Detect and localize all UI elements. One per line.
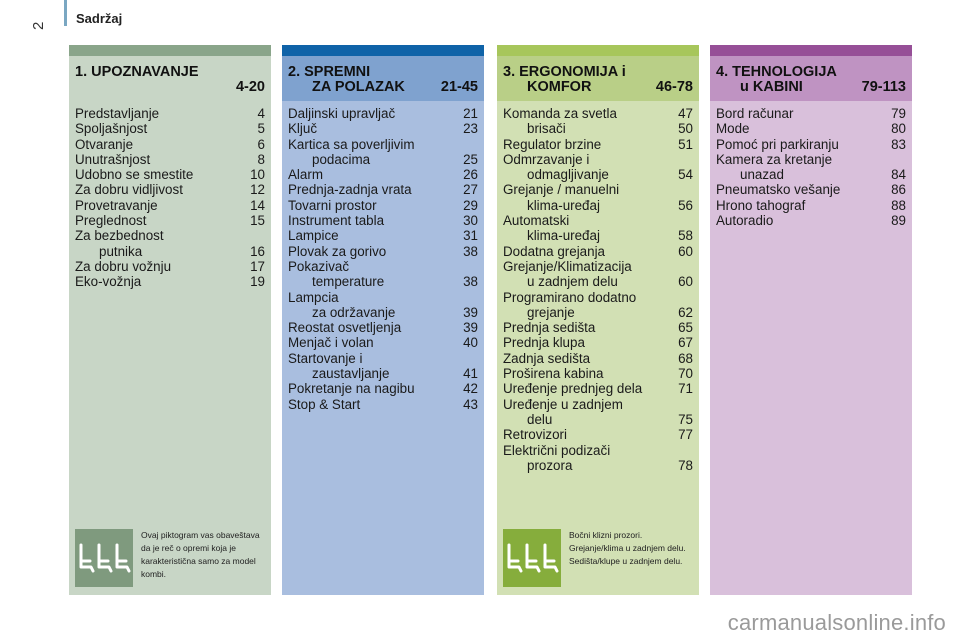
toc-entry-page: 17 [250,258,265,274]
toc-entry-page: 43 [463,396,478,412]
toc-entry-page: 54 [678,167,693,183]
toc-entry-label: Automatski klima-uređaj [503,213,600,244]
toc-entry-label: Programirano dodatno grejanje [503,289,637,320]
section-3 [497,45,699,595]
toc-entry-page: 4 [257,106,265,121]
toc-entry-page: 58 [678,228,693,244]
toc-entry-label: Zadnja sedišta [503,350,591,366]
toc-entry-page: 23 [463,121,478,137]
toc-entry[interactable] [503,397,693,428]
section-body [282,101,484,595]
section-subtitle: ZA POLAZAK [312,79,405,95]
toc-entry-page: 40 [463,335,478,351]
section-title: 3. ERGONOMIJA i [503,64,626,80]
section-color-strip [497,45,699,56]
section-header[interactable] [282,56,484,101]
toc-entry[interactable] [716,182,906,197]
toc-entry[interactable] [503,335,693,350]
toc-entry-label: Eko-vožnja [75,274,142,290]
toc-entry-label: Uređenje prednjeg dela [503,381,643,397]
toc-entry-page: 26 [463,167,478,183]
toc-entry[interactable] [716,121,906,136]
toc-entry[interactable] [75,106,265,121]
toc-entry-label: Hrono tahograf [716,197,806,213]
toc-entry-label: Predstavljanje [75,106,160,121]
toc-entry[interactable] [288,381,478,396]
toc-entry-page: 16 [250,243,265,259]
toc-entry[interactable] [288,106,478,121]
note-text: Ovaj piktogram vas obaveštava da je reč o opremi koja je karakteristična samo za model kombi. [141,530,260,579]
toc-entry-page: 39 [463,304,478,320]
toc-entry-page: 38 [463,243,478,259]
toc-entry-label: Prednja sedišta [503,320,596,336]
section-2 [282,45,484,595]
toc-entry-label: Preglednost [75,213,147,229]
section-body [497,101,699,595]
toc-entry-page: 79 [891,106,906,121]
section-note [75,529,265,587]
toc-entry-page: 62 [678,304,693,320]
toc-entry-page: 75 [678,411,693,427]
toc-entry-page: 65 [678,320,693,336]
toc-entry-page: 27 [463,182,478,198]
toc-entry-label: Spoljašnjost [75,121,148,137]
toc-entry-page: 42 [463,381,478,397]
toc-entry-page: 50 [678,121,693,137]
watermark: carmanualsonline.info [727,610,946,635]
toc-entry-label: Pokretanje na nagibu [288,381,415,397]
section-page-range: 46-78 [655,79,693,95]
toc-entry-label: Kamera za kretanje unazad [716,151,833,183]
toc-entry-page: 8 [257,151,265,167]
toc-entry-label: Regulator brzine [503,136,602,152]
toc-entry-label: Grejanje/Klimatizacija u zadnjem delu [503,258,632,290]
toc-entry-label: Bord računar [716,106,794,121]
toc-entry-label: Provetravanje [75,197,158,213]
toc-entry-label: Lampcia za održavanje [288,289,396,320]
toc-entry[interactable] [503,259,693,290]
toc-entry[interactable] [75,121,265,136]
toc-entry-label: Daljinski upravljač [288,106,396,121]
page-number: 2 [30,21,47,30]
toc-entry-label: Pneumatsko vešanje [716,182,841,198]
toc-entry-page: 12 [250,182,265,198]
toc-entry[interactable] [716,198,906,213]
section-header[interactable] [69,56,271,101]
toc-entry[interactable] [75,152,265,167]
toc-entry[interactable] [75,137,265,152]
toc-entry-label: Za dobru vožnju [75,258,172,274]
toc-entry-label: Otvaranje [75,136,134,152]
toc-entry-label: Pomoć pri parkiranju [716,136,839,152]
toc-entry-label: Instrument tabla [288,213,385,229]
toc-entry[interactable] [503,121,693,136]
toc-entry-page: 70 [678,366,693,382]
section-header[interactable] [497,56,699,101]
section-color-strip [710,45,912,56]
toc-entry[interactable] [288,213,478,228]
toc-entry[interactable] [288,397,478,412]
toc-entry-label: Reostat osvetljenja [288,320,402,336]
toc-entry-label: Tovarni prostor [288,197,377,213]
toc-entry[interactable] [288,182,478,197]
toc-entry[interactable] [288,198,478,213]
toc-entry-page: 68 [678,350,693,366]
toc-entry-page: 5 [257,121,265,137]
toc-entry-page: 10 [250,167,265,183]
page-title: Sadržaj [76,11,123,26]
toc-entry-label: Za bezbednost putnika [75,228,164,259]
section-color-strip [69,45,271,56]
toc-entry-label: Stop & Start [288,396,361,412]
toc-entry[interactable] [288,351,478,382]
toc-entry-page: 84 [891,167,906,183]
toc-entry-page: 31 [463,228,478,244]
toc-entry-page: 29 [463,197,478,213]
section-subtitle: u KABINI [740,79,803,95]
toc-entry-label: Unutrašnjost [75,151,151,167]
section-subtitle: KOMFOR [527,79,592,95]
section-page-range: 4-20 [235,79,265,95]
section-note [503,529,693,587]
toc-entry-page: 80 [891,121,906,137]
toc-entry[interactable] [503,443,693,474]
toc-entry-label: Ključ [288,121,318,137]
toc-entry[interactable] [716,152,906,183]
toc-entry[interactable] [716,106,906,121]
toc-entry-page: 60 [678,274,693,290]
toc-entry[interactable] [75,198,265,213]
toc-entry-page: 15 [250,213,265,229]
toc-entry[interactable] [503,366,693,381]
toc-entry-page: 19 [250,274,265,290]
toc-entry[interactable] [75,182,265,197]
toc-entry-page: 86 [891,182,906,198]
toc-entry-label: Plovak za gorivo [288,243,387,259]
toc-entry[interactable] [288,290,478,321]
toc-entry[interactable] [288,244,478,259]
toc-entry[interactable] [288,167,478,182]
toc-entry[interactable] [288,320,478,335]
toc-entry-page: 77 [678,427,693,443]
toc-entry[interactable] [503,244,693,259]
toc-entry-page: 83 [891,136,906,152]
toc-entry-label: Odmrzavanje i odmagljivanje [503,151,609,183]
section-4 [710,45,912,595]
toc-entry-page: 30 [463,213,478,229]
section-color-strip [282,45,484,56]
toc-entry[interactable] [288,137,478,168]
toc-entry[interactable] [503,427,693,442]
toc-entry[interactable] [288,228,478,243]
toc-entry-label: Komanda za svetla [503,106,617,121]
toc-entry-page: 78 [678,457,693,473]
toc-entry[interactable] [503,213,693,244]
toc-entry[interactable] [503,137,693,152]
toc-entry[interactable] [75,274,265,289]
toc-entry-page: 6 [257,136,265,152]
toc-entry-page: 25 [463,151,478,167]
toc-entry-page: 60 [678,243,693,259]
toc-entry-page: 67 [678,335,693,351]
toc-entry[interactable] [503,106,693,121]
toc-entry[interactable] [288,121,478,136]
section-title: 4. TEHNOLOGIJA [716,64,837,80]
toc-entry-label: Uređenje u zadnjem delu [503,396,623,427]
toc-entry[interactable] [75,259,265,274]
van-seats-icon [503,529,561,587]
toc-entry-page: 39 [463,320,478,336]
toc-entry[interactable] [75,228,265,259]
toc-entry-label: Dodatna grejanja [503,243,605,259]
toc-entry-label: Prednja klupa [503,335,585,351]
toc-entry[interactable] [288,259,478,290]
note-text: Bočni klizni prozori. Grejanje/klima u zadnjem delu. Sedišta/klupe u zadnjem delu. [569,530,686,566]
section-body [69,101,271,595]
section-page-range: 21-45 [440,79,478,95]
section-page-range: 79-113 [861,79,906,95]
toc-entry-page: 56 [678,197,693,213]
toc-entry-label: Grejanje / manuelni klima-uređaj [503,182,620,213]
toc-entry-page: 38 [463,274,478,290]
section-body [710,101,912,595]
toc-entry[interactable] [503,351,693,366]
toc-entry[interactable] [503,182,693,213]
toc-entry[interactable] [716,137,906,152]
toc-entry[interactable] [75,213,265,228]
toc-entry[interactable] [503,290,693,321]
toc-entry-page: 47 [678,106,693,121]
section-title: 2. SPREMNI [288,64,371,80]
toc-entry[interactable] [503,152,693,183]
toc-entry-label: Menjač i volan [288,335,374,351]
toc-entry-page: 14 [250,197,265,213]
toc-entry-page: 51 [678,136,693,152]
toc-entry-label: Proširena kabina [503,366,604,382]
toc-entry[interactable] [75,167,265,182]
header-accent-bar [64,0,67,26]
toc-entry-label: brisači [527,121,566,137]
toc-entry-label: Kartica sa poverljivim podacima [288,136,415,167]
toc-entry-label: Autoradio [716,213,774,229]
toc-entry-label: Lampice [288,228,339,244]
toc-entry-page: 41 [463,366,478,382]
section-1 [69,45,271,595]
toc-entry[interactable] [503,320,693,335]
toc-entry-label: Mode [716,121,750,137]
toc-entry-page: 89 [891,213,906,229]
toc-entry-label: Alarm [288,167,323,183]
toc-entry-label: Prednja-zadnja vrata [288,182,412,198]
van-seats-icon [75,529,133,587]
toc-entry-label: Retrovizori [503,427,567,443]
toc-entry-label: Startovanje i zaustavljanje [288,350,390,382]
toc-entry-label: Za dobru vidljivost [75,182,183,198]
section-title: 1. UPOZNAVANJE [75,64,199,80]
toc-entry-page: 88 [891,197,906,213]
toc-entry-page: 71 [678,381,693,397]
toc-entry[interactable] [288,335,478,350]
toc-entry-label: Udobno se smestite [75,167,194,183]
toc-entry[interactable] [503,381,693,396]
section-header[interactable] [710,56,912,101]
toc-entry-label: Pokazivač temperature [288,258,385,290]
toc-entry-label: Električni podizači prozora [503,442,611,473]
toc-entry-page: 21 [463,106,478,121]
toc-entry[interactable] [716,213,906,228]
